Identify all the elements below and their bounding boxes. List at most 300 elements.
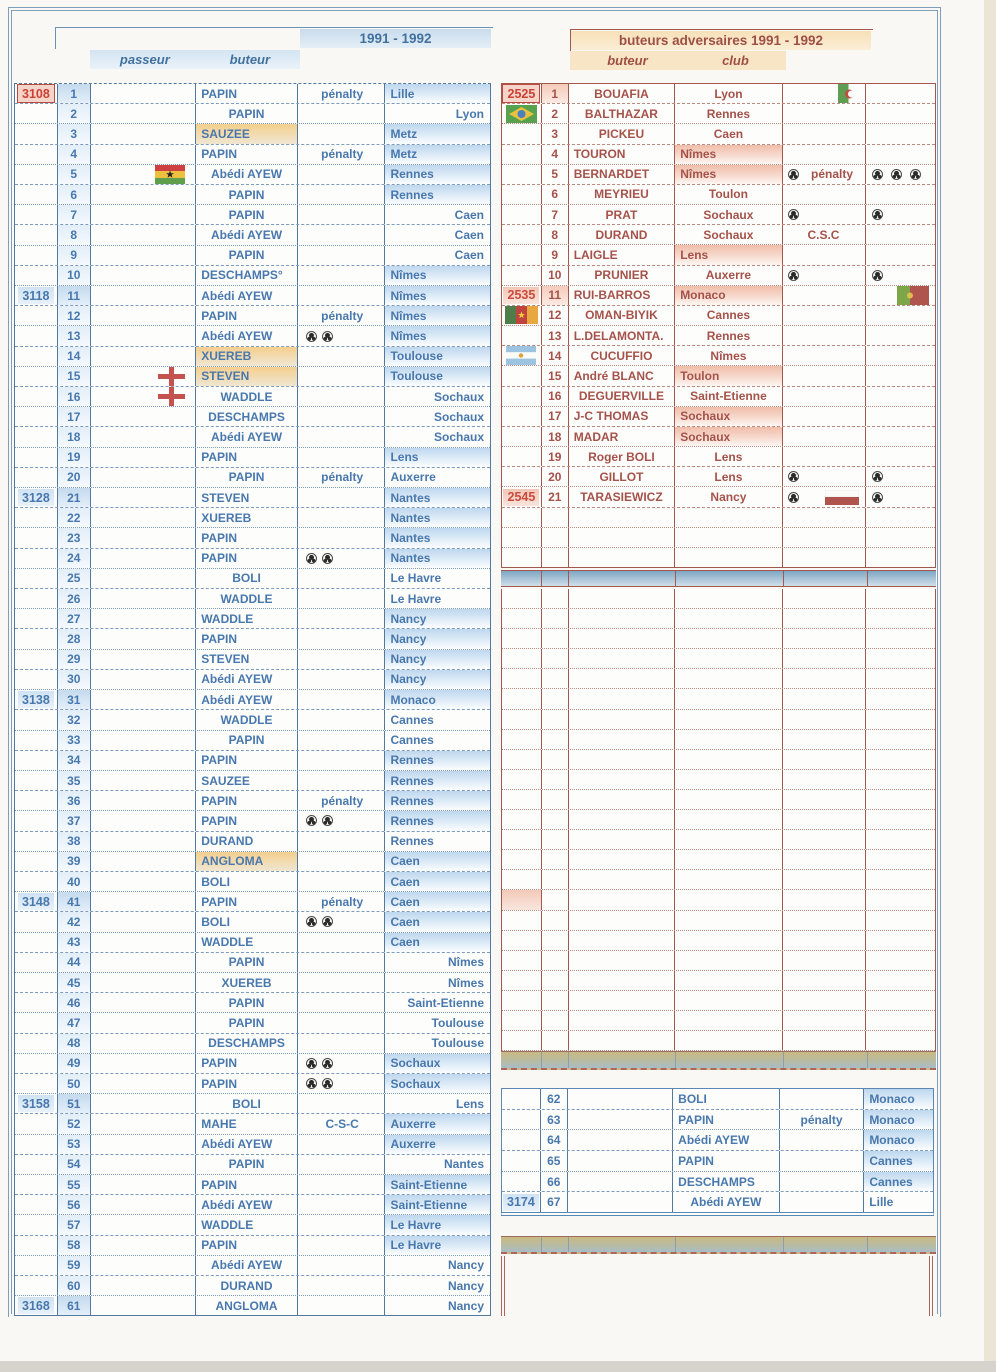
- empty-cell: [542, 1011, 569, 1030]
- row-number: 3: [542, 124, 569, 143]
- empty-cell: [866, 589, 935, 608]
- note-cell: [298, 912, 386, 931]
- empty-cell: [675, 911, 782, 930]
- note-cell: [298, 771, 386, 790]
- row-number: 9: [58, 246, 91, 265]
- row-id-cell: [15, 1074, 58, 1093]
- row-number: 23: [58, 528, 91, 547]
- note-cell: [298, 1215, 386, 1234]
- row-number: 16: [58, 387, 91, 406]
- extra-cell: [866, 366, 935, 385]
- note-text: pénalty: [800, 1112, 843, 1127]
- buteur-cell: PAPIN: [196, 751, 298, 770]
- club-cell: Monaco: [385, 690, 490, 709]
- empty-cell: [783, 1011, 867, 1030]
- empty-row: [502, 589, 935, 609]
- extra-cell: [866, 185, 935, 204]
- club-cell: Sochaux: [385, 1054, 490, 1073]
- row-id-cell: [15, 751, 58, 770]
- empty-cell: [675, 991, 782, 1010]
- club-cell: Rennes: [675, 104, 782, 123]
- empty-cell: [569, 649, 676, 668]
- column-guide: [568, 1237, 569, 1252]
- soccer-ball-icon: [872, 270, 883, 281]
- row-number: 29: [58, 650, 91, 669]
- argentina-flag-icon: [506, 346, 536, 365]
- row-id-cell: [15, 933, 58, 952]
- table-row: [15, 1013, 490, 1033]
- column-guide: [675, 571, 676, 586]
- row-id-cell: [15, 953, 58, 972]
- row-number: 47: [58, 1013, 91, 1032]
- column-guide: [568, 1052, 569, 1068]
- club-cell: Lens: [675, 467, 782, 486]
- club-cell: Nantes: [443, 1157, 484, 1172]
- table-row: [15, 528, 490, 548]
- club-cell: Lyon: [455, 106, 484, 121]
- note-cell: [298, 427, 386, 446]
- passeur-cell: [91, 104, 197, 123]
- buteur-cell: CUCUFFIO: [569, 346, 676, 365]
- note-cell: [298, 1236, 386, 1255]
- empty-cell: [569, 951, 676, 970]
- empty-row: [502, 508, 935, 528]
- club-cell: Nancy: [385, 609, 490, 628]
- empty-cell: [502, 931, 542, 950]
- empty-cell: [675, 1031, 782, 1050]
- buteur-cell: PAPIN: [196, 811, 298, 830]
- row-id-cell: [15, 549, 58, 568]
- club-cell: Sochaux: [433, 430, 484, 445]
- passeur-cell: [91, 1195, 197, 1214]
- passeur-cell: [91, 185, 197, 204]
- club-cell: Monaco: [864, 1110, 933, 1130]
- note-cell: [783, 467, 867, 486]
- row-id-cell: [15, 1276, 58, 1295]
- row-number: 9: [542, 245, 569, 264]
- empty-cell: [675, 850, 782, 869]
- note-cell: [298, 1054, 386, 1073]
- row-id-cell: [15, 993, 58, 1012]
- passeur-cell: [91, 1034, 197, 1053]
- empty-cell: [866, 770, 935, 789]
- row-id: 3118: [18, 287, 54, 304]
- buteur-cell: SAUZEE: [196, 124, 298, 143]
- buteur-cell: DURAND: [569, 225, 676, 244]
- table-row: [15, 1135, 490, 1155]
- empty-cell: [569, 870, 676, 889]
- empty-cell: [866, 1031, 935, 1050]
- table-row: [502, 306, 935, 326]
- soccer-ball-icon: [322, 553, 333, 564]
- note-cell: [298, 852, 386, 871]
- empty-cell: [502, 971, 542, 990]
- buteur-cell: PAPIN: [196, 629, 298, 648]
- row-number: 25: [58, 569, 91, 588]
- note-cell: [298, 528, 386, 547]
- row-id: 3108: [17, 84, 55, 103]
- note-cell: [783, 104, 867, 123]
- note-text: pénalty: [321, 308, 364, 323]
- buteur-cell: PAPIN: [196, 993, 298, 1012]
- club-cell: Nancy: [447, 1258, 484, 1273]
- row-id-cell: [15, 104, 58, 123]
- buteur-cell: PAPIN: [196, 104, 298, 123]
- row-number: 20: [542, 467, 569, 486]
- note-cell: [298, 165, 386, 184]
- row-id-cell: [15, 266, 58, 285]
- passeur-cell: [91, 1256, 197, 1275]
- club-cell: Caen: [454, 228, 484, 243]
- empty-cell: [783, 710, 867, 729]
- row-id-cell: [502, 326, 542, 345]
- row-id: 3128: [18, 489, 54, 506]
- table-row: [15, 1155, 490, 1175]
- empty-cell: [502, 669, 542, 688]
- row-number: 14: [542, 346, 569, 365]
- club-cell: Rennes: [385, 771, 490, 790]
- note-cell: [298, 1296, 386, 1315]
- club-cell: Sochaux: [675, 427, 783, 446]
- club-cell: Toulouse: [385, 347, 490, 366]
- table-row: [15, 710, 490, 730]
- table-row: [15, 225, 490, 245]
- note-text: pénalty: [321, 147, 364, 162]
- row-number: 42: [58, 912, 91, 931]
- empty-row: [502, 1031, 935, 1051]
- empty-cell: [569, 629, 676, 648]
- buteur-cell: L.DELAMONTA.: [569, 326, 676, 345]
- empty-cell: [502, 609, 542, 628]
- empty-row: [502, 830, 935, 850]
- buteur-cell: TARASIEWICZ: [569, 487, 676, 506]
- buteur-cell: GILLOT: [569, 467, 676, 486]
- table-row: [15, 609, 490, 629]
- buteur-cell: DESCHAMPS: [673, 1172, 780, 1192]
- table-row: [15, 1175, 490, 1195]
- table-row: [15, 1215, 490, 1235]
- note-text: pénalty: [810, 167, 853, 182]
- empty-cell: [502, 750, 542, 769]
- empty-row: [502, 548, 935, 567]
- soccer-ball-icon: [322, 331, 333, 342]
- table-row: [502, 245, 935, 265]
- row-number: 5: [542, 165, 569, 184]
- empty-cell: [502, 850, 542, 869]
- buteur-cell: DURAND: [196, 1276, 298, 1295]
- empty-cell: [569, 991, 676, 1010]
- table-row: [15, 185, 490, 205]
- club-cell: Caen: [454, 248, 484, 263]
- passeur-cell: [91, 508, 197, 527]
- note-cell: [298, 892, 386, 911]
- empty-cell: [783, 870, 867, 889]
- row-number: 43: [58, 933, 91, 952]
- extra-cell: [866, 487, 935, 506]
- club-cell: Le Havre: [385, 1215, 490, 1234]
- row-number: 50: [58, 1074, 91, 1093]
- buteur-cell: DESCHAMPS: [196, 1034, 298, 1053]
- empty-row: [502, 609, 935, 629]
- right-column-headers: [570, 51, 786, 70]
- row-id-cell: [15, 811, 58, 830]
- note-cell: [298, 1175, 386, 1194]
- empty-cell: [569, 971, 676, 990]
- buteur-cell: PAPIN: [196, 185, 298, 204]
- table-row: [15, 1195, 490, 1215]
- empty-cell: [783, 528, 867, 547]
- table-row: [502, 286, 935, 306]
- note-cell: [298, 145, 386, 164]
- row-id-cell: [15, 488, 58, 507]
- row-id-cell: [15, 407, 58, 426]
- row-number: 66: [541, 1172, 568, 1192]
- note-cell: [783, 387, 867, 406]
- table-row: [15, 205, 490, 225]
- buteur-cell: WADDLE: [196, 933, 298, 952]
- empty-cell: [569, 689, 676, 708]
- passeur-cell: [568, 1192, 674, 1212]
- buteur-cell: PAPIN: [196, 1013, 298, 1032]
- table-row: [15, 1054, 490, 1074]
- empty-cell: [542, 609, 569, 628]
- row-number: 34: [58, 751, 91, 770]
- empty-cell: [783, 750, 867, 769]
- note-cell: [298, 367, 386, 386]
- empty-cell: [866, 730, 935, 749]
- club-cell: Lens: [385, 448, 490, 467]
- empty-cell: [542, 589, 569, 608]
- note-cell: [298, 508, 386, 527]
- note-cell: [783, 185, 867, 204]
- empty-cell: [866, 689, 935, 708]
- club-cell: Rennes: [385, 791, 490, 810]
- red-rule-left: [501, 1256, 505, 1316]
- scan-edge-bottom: [0, 1361, 996, 1372]
- club-cell: Auxerre: [385, 1135, 490, 1154]
- note-cell: [783, 407, 867, 426]
- note-cell: [298, 791, 386, 810]
- club-cell: Rennes: [385, 185, 490, 204]
- buteur-cell: BERNARDET: [569, 165, 676, 184]
- empty-cell: [675, 629, 782, 648]
- club-cell: Le Havre: [390, 591, 442, 606]
- passeur-cell: [91, 892, 197, 911]
- passeur-cell: [91, 569, 197, 588]
- note-cell: [298, 104, 386, 123]
- table-row: [15, 771, 490, 791]
- empty-cell: [675, 830, 782, 849]
- club-cell: Toulouse: [431, 1015, 484, 1030]
- empty-cell: [866, 649, 935, 668]
- club-cell: Nancy: [385, 650, 490, 669]
- row-id-cell: [502, 487, 542, 506]
- club-cell: Nantes: [385, 508, 490, 527]
- passeur-cell: [91, 1074, 197, 1093]
- empty-cell: [866, 609, 935, 628]
- table-row: [502, 185, 935, 205]
- passeur-cell: [91, 791, 197, 810]
- scan-edge-right: [984, 0, 996, 1372]
- empty-cell: [569, 508, 676, 527]
- empty-cell: [675, 649, 782, 668]
- empty-cell: [675, 890, 782, 909]
- row-number: 2: [58, 104, 91, 123]
- empty-cell: [502, 689, 542, 708]
- row-id-cell: [15, 246, 58, 265]
- row-id-cell: [15, 1155, 58, 1174]
- note-cell: [298, 670, 386, 689]
- note-cell: [783, 326, 867, 345]
- club-cell: Monaco: [675, 286, 783, 305]
- table-row: [15, 1074, 490, 1094]
- table-row: [15, 1114, 490, 1134]
- note-cell: [298, 1276, 386, 1295]
- buteur-cell: XUEREB: [196, 508, 298, 527]
- empty-cell: [569, 850, 676, 869]
- empty-row: [502, 1011, 935, 1031]
- table-row: [15, 690, 490, 710]
- soccer-ball-icon: [306, 916, 317, 927]
- soccer-ball-icon: [322, 916, 333, 927]
- empty-cell: [502, 991, 542, 1010]
- empty-cell: [502, 589, 542, 608]
- buteur-cell: ANGLOMA: [196, 1296, 298, 1315]
- row-number: 10: [542, 266, 569, 285]
- passeur-cell: [91, 710, 197, 729]
- passeur-cell: [91, 1094, 197, 1113]
- cameroon-flag-icon: [505, 306, 538, 324]
- soccer-ball-icon: [891, 169, 902, 180]
- row-id-cell: [15, 225, 58, 244]
- table-row: [15, 468, 490, 488]
- row-id-cell: [502, 1130, 541, 1150]
- empty-cell: [783, 548, 867, 567]
- empty-cell: [542, 508, 569, 527]
- empty-cell: [675, 810, 782, 829]
- table-row: [502, 1089, 933, 1110]
- note-cell: [298, 246, 386, 265]
- row-number: 3: [58, 124, 91, 143]
- row-number: 11: [542, 286, 569, 305]
- table-row: [15, 912, 490, 932]
- empty-cell: [569, 931, 676, 950]
- row-id-cell: [502, 245, 542, 264]
- passeur-cell: [91, 912, 197, 931]
- row-id-cell: [15, 771, 58, 790]
- soccer-ball-icon: [322, 815, 333, 826]
- note-cell: [298, 751, 386, 770]
- empty-cell: [675, 528, 782, 547]
- empty-grid-section: [501, 589, 936, 1051]
- row-id-cell: [15, 1215, 58, 1234]
- soccer-ball-icon: [306, 1058, 317, 1069]
- note-cell: [783, 286, 867, 305]
- table-row: [502, 366, 935, 386]
- row-id-cell: [15, 1296, 58, 1315]
- table-row: [15, 387, 490, 407]
- buteur-cell: PRUNIER: [569, 266, 676, 285]
- column-guide: [541, 1052, 542, 1068]
- buteur-cell: Abédi AYEW: [196, 1195, 298, 1214]
- table-row: [15, 306, 490, 326]
- row-id-cell: [502, 387, 542, 406]
- note-cell: [783, 165, 867, 184]
- column-guide: [783, 571, 784, 586]
- extra-cell: [866, 165, 935, 184]
- empty-cell: [542, 951, 569, 970]
- note-cell: [780, 1130, 865, 1150]
- note-cell: [298, 1074, 386, 1093]
- buteur-cell: PAPIN: [196, 205, 298, 224]
- empty-cell: [675, 1011, 782, 1030]
- passeur-cell: [91, 225, 197, 244]
- row-id-cell: [502, 205, 542, 224]
- buteur-cell: André BLANC: [569, 366, 676, 385]
- buteur-cell: BALTHAZAR: [569, 104, 676, 123]
- table-row: [502, 1110, 933, 1131]
- row-number: 45: [58, 973, 91, 992]
- passeur-cell: [91, 650, 197, 669]
- row-number: 59: [58, 1256, 91, 1275]
- note-cell: [298, 1094, 386, 1113]
- empty-cell: [783, 810, 867, 829]
- row-id-cell: [502, 266, 542, 285]
- row-number: 17: [58, 407, 91, 426]
- empty-cell: [675, 870, 782, 889]
- empty-cell: [502, 810, 542, 829]
- row-number: 60: [58, 1276, 91, 1295]
- empty-cell: [542, 548, 569, 567]
- empty-cell: [542, 669, 569, 688]
- column-guide: [675, 1052, 676, 1068]
- empty-cell: [783, 1031, 867, 1050]
- row-id-cell: [502, 225, 542, 244]
- buteur-cell: PAPIN: [196, 549, 298, 568]
- note-cell: [298, 1256, 386, 1275]
- empty-cell: [675, 508, 782, 527]
- table-row: [15, 751, 490, 771]
- row-id-cell: [502, 346, 542, 365]
- note-cell: [298, 993, 386, 1012]
- empty-cell: [866, 931, 935, 950]
- row-id-cell: [15, 468, 58, 487]
- row-number: 8: [542, 225, 569, 244]
- note-cell: [298, 872, 386, 891]
- note-cell: [298, 953, 386, 972]
- note-cell: [783, 225, 867, 244]
- table-row: [502, 407, 935, 427]
- passeur-cell: [91, 872, 197, 891]
- empty-cell: [866, 810, 935, 829]
- passeur-cell: [91, 367, 197, 386]
- empty-cell: [569, 770, 676, 789]
- row-number: 64: [541, 1130, 568, 1150]
- row-id-cell: [15, 306, 58, 325]
- empty-cell: [502, 649, 542, 668]
- row-id-cell: [15, 145, 58, 164]
- empty-cell: [783, 830, 867, 849]
- note-cell: [783, 124, 867, 143]
- row-id-cell: [502, 1172, 541, 1192]
- empty-cell: [866, 890, 935, 909]
- table-row: [502, 487, 935, 507]
- club-cell: Caen: [385, 872, 490, 891]
- club-cell: Rennes: [390, 834, 434, 849]
- row-id-cell: [502, 1089, 541, 1109]
- club-cell: Metz: [385, 145, 490, 164]
- row-number: 33: [58, 731, 91, 750]
